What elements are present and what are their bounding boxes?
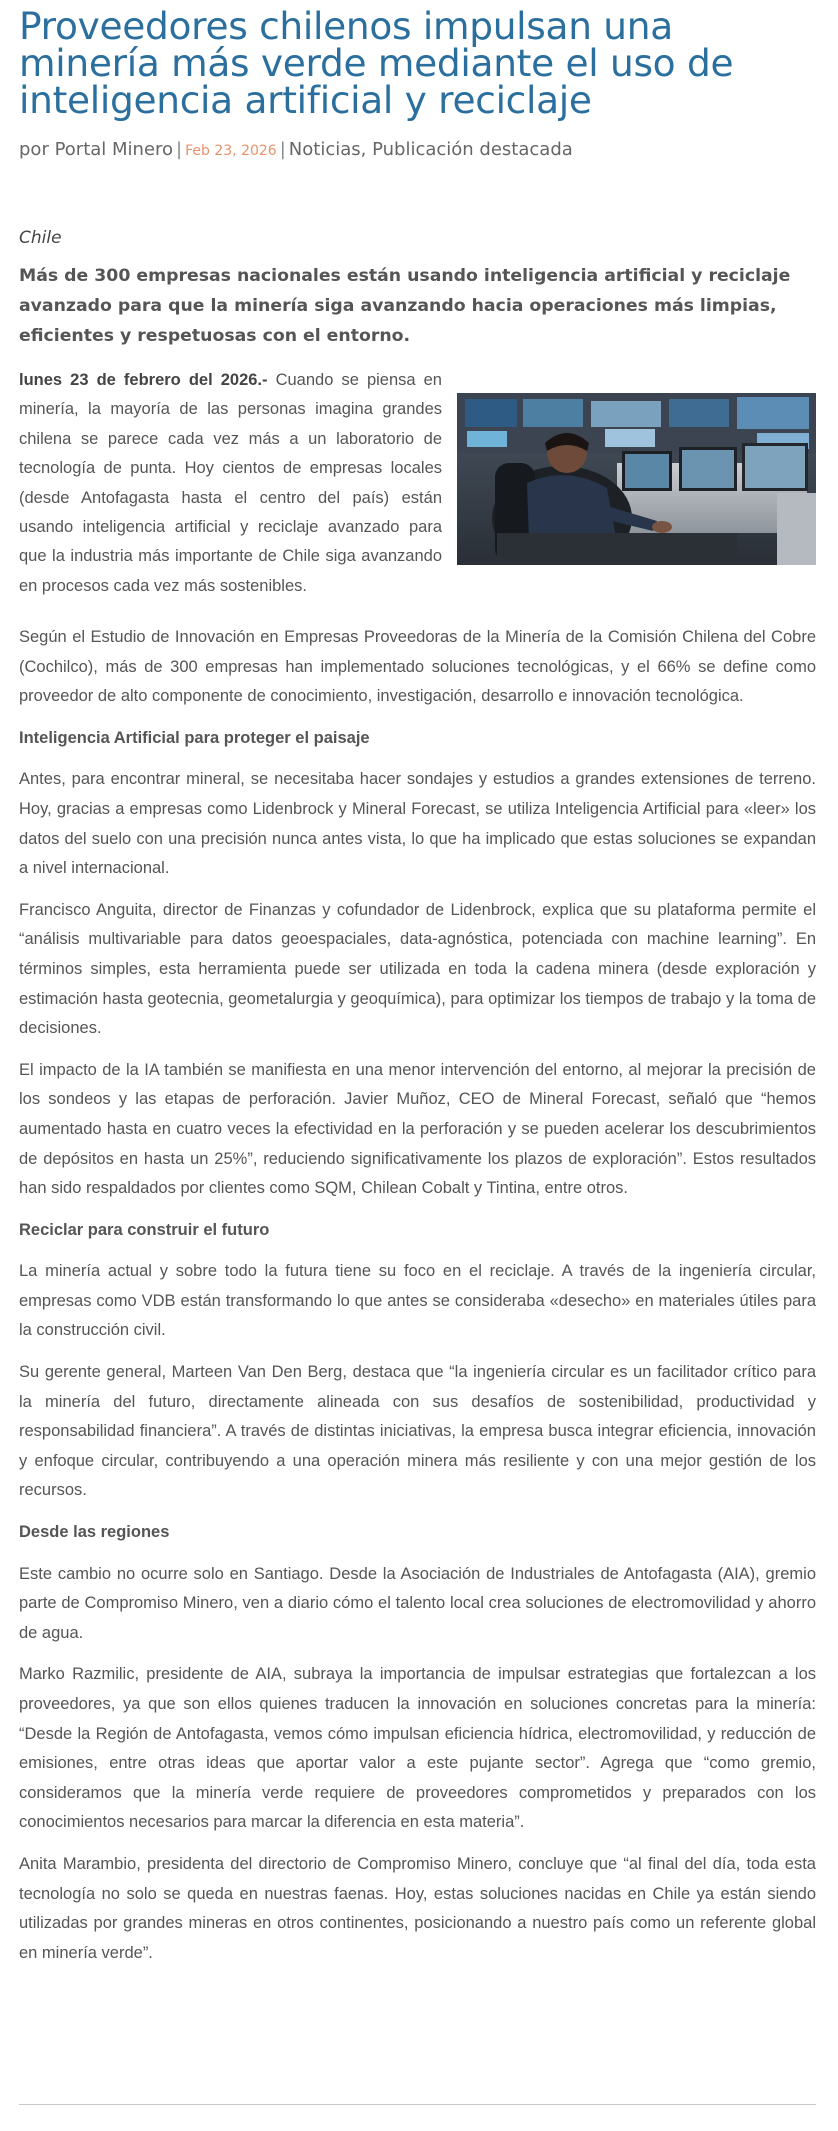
intro-text: Cuando se piensa en minería, la mayoría de las personas imagina grandes chilena se parece cada vez más a un laboratorio de tecnología de punta. Hoy cientos de empresas locales (desde Antofagasta hasta el centro del país) están usando inteligencia artificial y reciclaje avanzado para que la industria más importante de Chile siga avanzando en procesos cada vez más sostenibles.: [19, 371, 442, 595]
post-date: Feb 23, 2026: [185, 143, 277, 159]
article-lead: Más de 300 empresas nacionales están usando inteligencia artificial y reciclaje avanzado para que la minería siga avanzando hacia operaciones más limpias, eficientes y respetuosas con el entorno.: [19, 266, 791, 346]
article-meta: [19, 139, 573, 160]
body-paragraph: Anita Marambio, presidenta del directorio de Compromiso Minero, concluye que “al final del día, toda esta tecnología no solo se queda en nuestras faenas. Hoy, estas soluciones nacidas en Chile ya están siendo utilizadas por grandes mineras en otros continentes, posicionando a nuestro país como un referente global en minería verde”.: [19, 1854, 816, 1962]
body-paragraph: Según el Estudio de Innovación en Empresas Proveedoras de la Minería de la Comisión Chilena del Cobre (Cochilco), más de 300 empresas han implementado soluciones tecnológicas, y el 66% se define como proveedor de alto componente de conocimiento, investigación, desarrollo e innovación tecnológica.: [19, 628, 816, 706]
body-paragraph: Antes, para encontrar mineral, se necesitaba hacer sondajes y estudios a grandes extensiones de terreno. Hoy, gracias a empresas como Lidenbrock y Mineral Forecast, se utiliza Inteligencia Artificial para «leer» los datos del suelo con una precisión nunca antes vista, lo que ha implicado que estas soluciones se expandan a nivel internacional.: [19, 770, 816, 878]
country-label: Chile: [19, 228, 62, 248]
article-title: Proveedores chilenos impulsan una minería más verde mediante el uso de inteligencia artificial y reciclaje: [19, 4, 734, 122]
control-room-photo: [457, 393, 816, 565]
intro-paragraph: [19, 366, 442, 601]
photo-illustration: [457, 393, 816, 565]
section-heading: Inteligencia Artificial para proteger el paisaje: [19, 728, 370, 747]
body-paragraph: Este cambio no ocurre solo en Santiago. Desde la Asociación de Industriales de Antofagasta (AIA), gremio parte de Compromiso Minero, ven a diario cómo el talento local crea soluciones de electromovilidad y ahorro de agua.: [19, 1564, 816, 1642]
meta-separator: |: [279, 139, 286, 160]
section-heading: Reciclar para construir el futuro: [19, 1220, 270, 1239]
body-paragraph: La minería actual y sobre todo la futura tiene su foco en el reciclaje. A través de la ingeniería circular, empresas como VDB están transformando lo que antes se consideraba «desecho» en materiales útiles para la construcción civil.: [19, 1262, 816, 1340]
intro-dateline: lunes 23 de febrero del 2026.-: [19, 371, 268, 389]
category-links[interactable]: Noticias, Publicación destacada: [288, 139, 573, 160]
article-body: [19, 623, 816, 1980]
body-paragraph: Francisco Anguita, director de Finanzas y cofundador de Lidenbrock, explica que su plataforma permite el “análisis multivariable para datos geoespaciales, data-agnóstica, potenciada con machine learning”. En términos simples, esta herramienta puede ser utilizada en toda la cadena minera (desde exploración y estimación hasta geotecnia, geometalurgia y geoquímica), para optimizar los tiempos de trabajo y la toma de decisiones.: [19, 900, 816, 1038]
section-heading: Desde las regiones: [19, 1523, 170, 1542]
body-paragraph: Su gerente general, Marteen Van Den Berg, destaca que “la ingeniería circular es un facilitador crítico para la minería del futuro, directamente alineada con sus desafíos de sostenibilidad, productividad y responsabilidad financiera”. A través de distintas iniciativas, la empresa busca integrar eficiencia, innovación y enfoque circular, contribuyendo a una operación minera más resiliente y con una mejor gestión de los recursos.: [19, 1363, 816, 1500]
author-link[interactable]: Portal Minero: [54, 139, 174, 160]
meta-separator: |: [176, 139, 183, 160]
meta-by: por: [19, 139, 49, 160]
bottom-divider: [19, 2104, 816, 2105]
body-paragraph: Marko Razmilic, presidente de AIA, subraya la importancia de impulsar estrategias que fortalezcan a los proveedores, ya que son ellos quienes traducen la innovación en soluciones concretas para la minería: “Desde la Región de Antofagasta, vemos cómo impulsan eficiencia hídrica, electromovilidad, y reducción de emisiones, entre otras ideas que aportar valor a este pujante sector”. Agrega que “como gremio, consideramos que la minería verde requiere de proveedores comprometidos y preparados con los conocimientos necesarios para marcar la diferencia en esta materia”.: [19, 1665, 816, 1832]
body-paragraph: El impacto de la IA también se manifiesta en una menor intervención del entorno, al mejorar la precisión de los sondeos y las etapas de perforación. Javier Muñoz, CEO de Mineral Forecast, señaló que “hemos aumentado hasta en cuatro veces la efectividad en la perforación y se pueden acelerar los descubrimientos de depósitos en hasta un 25%”, reduciendo significativamente los plazos de exploración”. Estos resultados han sido respaldados por clientes como SQM, Chilean Cobalt y Tintina, entre otros.: [19, 1060, 816, 1198]
